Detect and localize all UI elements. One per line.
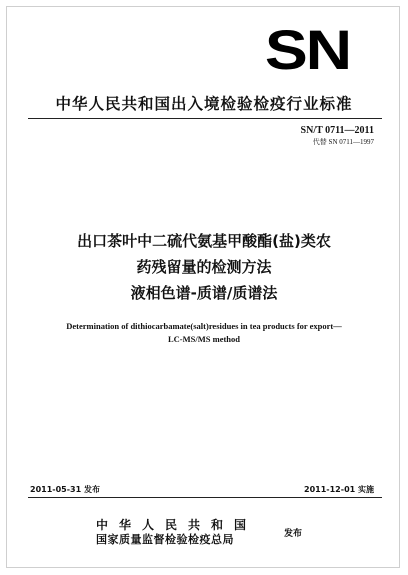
issued-label: 发布 bbox=[284, 529, 303, 539]
issue-date: 2011-05-31 发布 bbox=[30, 485, 100, 494]
issuer-agency: 国家质量监督检验检疫总局 bbox=[96, 533, 234, 546]
chinese-title-line-1: 出口茶叶中二硫代氨基甲酸酯(盐)类农 bbox=[77, 232, 331, 250]
implementation-date: 2011-12-01 实施 bbox=[304, 485, 374, 494]
issuer-country: 中华人民共和国 bbox=[96, 518, 258, 532]
top-divider bbox=[28, 118, 382, 119]
bottom-divider bbox=[28, 497, 382, 498]
chinese-title-line-3: 液相色谱-质谱/质谱法 bbox=[130, 284, 278, 302]
english-title-line-1: Determination of dithiocarbamate(salt)residues in tea products for export— bbox=[66, 321, 342, 331]
chinese-title-line-2: 药残留量的检测方法 bbox=[136, 258, 272, 276]
standard-number: SN/T 0711—2011 bbox=[300, 125, 374, 136]
english-title-line-2: LC-MS/MS method bbox=[167, 334, 240, 344]
replaces-standard: 代替 SN 0711—1997 bbox=[312, 138, 374, 146]
header-title: 中华人民共和国出入境检验检疫行业标准 bbox=[55, 95, 353, 113]
sn-logo: SN bbox=[265, 18, 350, 81]
